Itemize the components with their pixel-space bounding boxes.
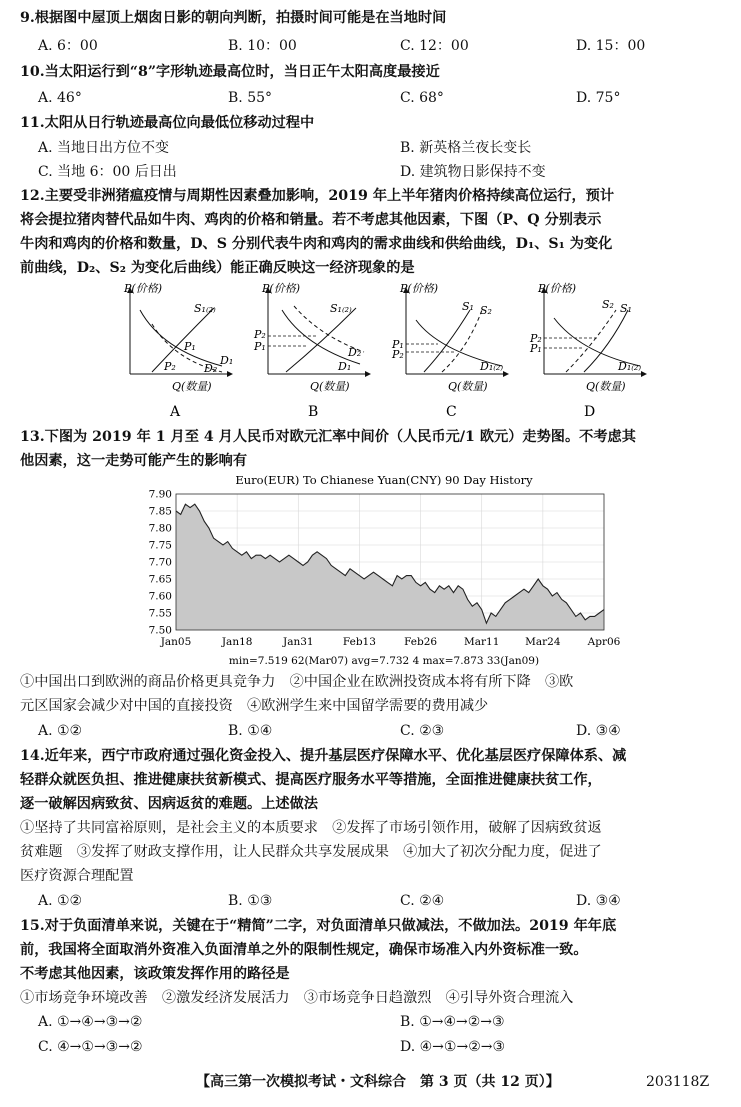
graph-c-letter: C bbox=[446, 404, 457, 420]
q10-option-d[interactable]: D. 75° bbox=[576, 90, 621, 106]
graph-b-ylabel: P(价格) bbox=[262, 282, 300, 295]
q15-options-row1 bbox=[38, 1012, 723, 1032]
q12-stem-line2: 将会提拉猪肉替代品如牛肉、鸡肉的价格和销量。若不考虑其他因素，下图（P、Q 分别表示 bbox=[20, 212, 602, 228]
y-tick-label: 7.65 bbox=[148, 573, 172, 586]
graph-c-xlabel: Q(数量) bbox=[448, 380, 488, 393]
x-axis bbox=[160, 636, 620, 648]
y-axis bbox=[149, 489, 172, 637]
q15-option-b[interactable]: B. ①→④→②→③ bbox=[400, 1014, 505, 1030]
graph-c-label-p2: P₂ bbox=[392, 348, 404, 361]
graph-c-label-d: D₁₍₂₎ bbox=[480, 360, 504, 373]
x-tick-label: Jan18 bbox=[221, 636, 253, 648]
q11-stem: 11.太阳从日行轨迹最高位向最低位移动过程中 bbox=[20, 115, 315, 131]
graph-d-xlabel: Q(数量) bbox=[586, 380, 626, 393]
graph-d-letter: D bbox=[584, 404, 596, 420]
q13-choices-line2: 元区国家会减少对中国的直接投资 ④欧洲学生来中国留学需要的费用减少 bbox=[20, 698, 489, 714]
graph-c-ylabel: P(价格) bbox=[400, 282, 438, 295]
graph-a-xlabel: Q(数量) bbox=[172, 380, 212, 393]
x-tick-label: Apr06 bbox=[587, 636, 620, 648]
y-tick-label: 7.85 bbox=[148, 505, 172, 518]
series-area bbox=[176, 504, 604, 630]
q9-stem: 9.根据图中屋顶上烟囱日影的朝向判断，拍摄时间可能是在当地时间 bbox=[20, 10, 447, 26]
y-tick-label: 7.90 bbox=[148, 488, 172, 501]
graph-b-label-p2: P₂ bbox=[254, 328, 266, 341]
graph-d[interactable] bbox=[529, 282, 644, 420]
q13-options bbox=[38, 721, 723, 741]
q9-option-c[interactable]: C. 12：00 bbox=[400, 38, 469, 54]
q13-stem-line1: 13.下图为 2019 年 1 月至 4 月人民币对欧元汇率中间价（人民币元/1 欧元）走势图。不考虑其 bbox=[20, 429, 636, 445]
graph-c[interactable] bbox=[391, 282, 506, 420]
q14-option-b[interactable]: B. ①③ bbox=[228, 893, 273, 909]
exchange-rate-chart bbox=[130, 472, 620, 670]
q13-option-d[interactable]: D. ③④ bbox=[576, 723, 621, 739]
q13-option-c[interactable]: C. ②③ bbox=[400, 723, 445, 739]
x-tick-label: Jan05 bbox=[160, 636, 192, 648]
q14-option-d[interactable]: D. ③④ bbox=[576, 893, 621, 909]
q14-choices-line1: ①坚持了共同富裕原则，是社会主义的本质要求 ②发挥了市场引领作用，破解了因病致贫返 bbox=[20, 820, 602, 836]
q10-option-c[interactable]: C. 68° bbox=[400, 90, 444, 106]
x-tick-label: Feb13 bbox=[342, 636, 376, 648]
q9-option-a[interactable]: A. 6：00 bbox=[38, 38, 98, 54]
graph-d-label-p1: P₁ bbox=[530, 342, 542, 355]
q14-options bbox=[38, 891, 723, 911]
q14-stem-line3: 逐一破解因病致贫、因病返贫的难题。上述做法 bbox=[20, 796, 318, 812]
q14-stem-line1: 14.近年来，西宁市政府通过强化资金投入、提升基层医疗保障水平、优化基层医疗保障体系、减 bbox=[20, 748, 627, 764]
graph-b[interactable] bbox=[253, 282, 368, 420]
x-tick-label: Feb26 bbox=[404, 636, 438, 648]
graph-a-label-d1: D₁ bbox=[220, 354, 234, 367]
q15-stem-line3: 不考虑其他因素，该政策发挥作用的路径是 bbox=[20, 966, 290, 982]
q12-graphs bbox=[100, 280, 660, 425]
chart-footer: min=7.519 62(Mar07) avg=7.732 4 max=7.873 33(Jan09) bbox=[228, 655, 540, 667]
q9-option-d[interactable]: D. 15：00 bbox=[576, 38, 646, 54]
x-tick-label: Jan31 bbox=[282, 636, 314, 648]
graph-a-letter: A bbox=[170, 404, 181, 420]
graph-c-label-p1: P₁ bbox=[392, 338, 404, 351]
q15-stem-line1: 15.对于负面清单来说，关键在于“精简”二字，对负面清单只做减法，不做加法。2019 年年底 bbox=[20, 918, 617, 934]
q10-options bbox=[38, 88, 723, 108]
q11-options-row2 bbox=[38, 162, 723, 182]
q15-options-row2 bbox=[38, 1037, 723, 1057]
graph-b-xlabel: Q(数量) bbox=[310, 380, 350, 393]
graph-d-label-p2: P₂ bbox=[530, 332, 542, 345]
x-tick-label: Mar11 bbox=[464, 636, 500, 648]
y-tick-label: 7.75 bbox=[148, 539, 172, 552]
q11-option-a[interactable]: A. 当地日出方位不变 bbox=[38, 140, 170, 156]
graph-d-label-d: D₁₍₂₎ bbox=[618, 360, 642, 373]
q14-option-c[interactable]: C. ②④ bbox=[400, 893, 445, 909]
q14-choices-line2: 贫难题 ③发挥了财政支撑作用，让人民群众共享发展成果 ④加大了初次分配力度，促进了 bbox=[20, 844, 602, 860]
graph-b-letter: B bbox=[308, 404, 319, 420]
q11-option-d[interactable]: D. 建筑物日影保持不变 bbox=[400, 164, 546, 180]
q13-stem-line2: 他因素，这一走势可能产生的影响有 bbox=[20, 453, 248, 469]
q10-stem: 10.当太阳运行到“8”字形轨迹最高位时，当日正午太阳高度最接近 bbox=[20, 64, 440, 80]
graph-a-ylabel: P(价格) bbox=[124, 282, 162, 295]
q14-choices-line3: 医疗资源合理配置 bbox=[20, 868, 134, 884]
q14-option-a[interactable]: A. ①② bbox=[38, 893, 83, 909]
q9-option-b[interactable]: B. 10：00 bbox=[228, 38, 297, 54]
q15-stem-line2: 前，我国将全面取消外资准入负面清单之外的限制性规定，确保市场准入内外资标准一致。 bbox=[20, 942, 588, 958]
q12-stem-line1: 12.主要受非洲猪瘟疫情与周期性因素叠加影响，2019 年上半年猪肉价格持续高位运行，预计 bbox=[20, 188, 615, 204]
graph-d-label-s2: S₂ bbox=[602, 298, 614, 311]
y-tick-label: 7.50 bbox=[148, 624, 172, 637]
q14-stem-line2: 轻群众就医负担、推进健康扶贫新模式、提高医疗服务水平等措施，全面推进健康扶贫工作， bbox=[20, 772, 602, 788]
page-footer-title: 【高三第一次模拟考试・文科综合 第 3 页（共 12 页）】 bbox=[196, 1074, 560, 1090]
q10-option-b[interactable]: B. 55° bbox=[228, 90, 273, 106]
q13-option-a[interactable]: A. ①② bbox=[38, 723, 83, 739]
graph-c-label-s1: S₁ bbox=[462, 300, 474, 313]
graph-b-label-p1: P₁ bbox=[254, 340, 266, 353]
graph-b-label-d1: D₁ bbox=[338, 360, 352, 373]
graph-b-label-d2: D₂ bbox=[348, 346, 362, 359]
graph-d-ylabel: P(价格) bbox=[538, 282, 576, 295]
y-tick-label: 7.60 bbox=[148, 590, 172, 603]
graph-a-label-p1: P₁ bbox=[184, 340, 196, 353]
q13-choices-line1: ①中国出口到欧洲的商品价格更具竞争力 ②中国企业在欧洲投资成本将有所下降 ③欧 bbox=[20, 674, 574, 690]
graph-d-label-s1: S₁ bbox=[620, 302, 632, 315]
q15-option-c[interactable]: C. ④→①→③→② bbox=[38, 1039, 143, 1055]
graph-a-label-p2: P₂ bbox=[164, 360, 176, 373]
page-footer-code: 203118Z bbox=[646, 1074, 710, 1090]
graph-a[interactable] bbox=[123, 282, 233, 420]
q11-options-row1 bbox=[38, 138, 723, 158]
q12-stem-line4: 前曲线，D₂、S₂ 为变化后曲线）能正确反映这一经济现象的是 bbox=[20, 260, 415, 276]
q15-option-d[interactable]: D. ④→①→②→③ bbox=[400, 1039, 506, 1055]
q12-stem-line3: 牛肉和鸡肉的价格和数量，D、S 分别代表牛肉和鸡肉的需求曲线和供给曲线，D₁、S₁ 为变化 bbox=[20, 236, 613, 252]
q9-options bbox=[38, 36, 723, 56]
q13-option-b[interactable]: B. ①④ bbox=[228, 723, 273, 739]
graph-b-label-s: S₁₍₂₎ bbox=[330, 302, 352, 315]
chart-title: Euro(EUR) To Chianese Yuan(CNY) 90 Day History bbox=[235, 473, 533, 487]
graph-a-label-d2: D₂ bbox=[204, 362, 218, 375]
graph-c-label-s2: S₂ bbox=[480, 304, 492, 317]
q10-option-a[interactable]: A. 46° bbox=[38, 90, 82, 106]
q11-option-b[interactable]: B. 新英格兰夜长变长 bbox=[400, 140, 532, 156]
y-tick-label: 7.80 bbox=[148, 522, 172, 535]
q11-option-c[interactable]: C. 当地 6：00 后日出 bbox=[38, 164, 177, 180]
graph-a-label-s: S₁₍₂₎ bbox=[194, 302, 216, 315]
q15-choices: ①市场竞争环境改善 ②激发经济发展活力 ③市场竞争日趋激烈 ④引导外资合理流入 bbox=[20, 990, 574, 1006]
y-tick-label: 7.70 bbox=[148, 556, 172, 569]
x-tick-label: Mar24 bbox=[525, 636, 561, 648]
y-tick-label: 7.55 bbox=[148, 607, 172, 620]
q15-option-a[interactable]: A. ①→④→③→② bbox=[38, 1014, 143, 1030]
